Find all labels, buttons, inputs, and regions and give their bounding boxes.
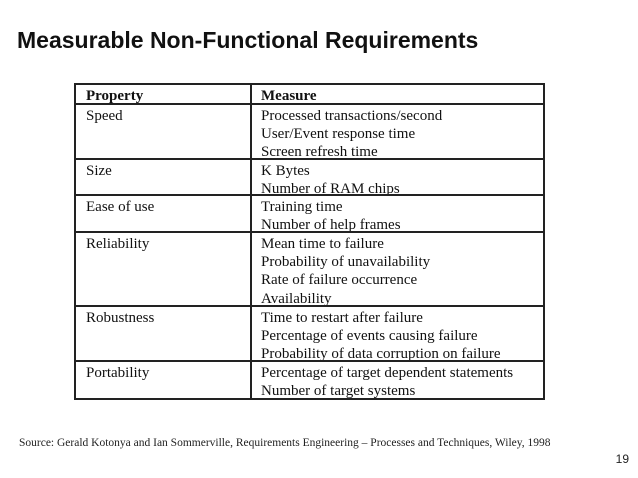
- measure-line: Mean time to failure: [261, 236, 384, 252]
- header-property: Property: [86, 88, 144, 104]
- property-cell: Reliability: [86, 236, 150, 252]
- property-cell: Portability: [86, 365, 150, 381]
- page-number: 19: [615, 452, 629, 466]
- measure-line: Processed transactions/second: [261, 108, 443, 124]
- measure-line: Probability of data corruption on failure: [261, 346, 501, 363]
- table-row: [74, 158, 545, 198]
- measure-cell: [261, 309, 501, 364]
- measure-line: K Bytes: [261, 163, 310, 179]
- measure-line: Number of RAM chips: [261, 181, 400, 198]
- measure-line: Screen refresh time: [261, 144, 378, 161]
- source-citation: Source: Gerald Kotonya and Ian Sommerville, Requirements Engineering – Processes and Techniques, Wiley, 1998: [19, 437, 551, 449]
- property-cell: Size: [86, 163, 112, 179]
- measure-line: User/Event response time: [261, 126, 416, 143]
- measure-line: Number of target systems: [261, 383, 416, 400]
- table-header-row: [74, 83, 545, 103]
- measure-line: Number of help frames: [261, 217, 401, 234]
- measure-line: Percentage of target dependent statements: [261, 365, 514, 381]
- table-row: [74, 231, 545, 305]
- table-row: [74, 194, 545, 234]
- measure-line: Time to restart after failure: [261, 310, 423, 326]
- header-measure: Measure: [261, 88, 317, 104]
- measure-cell: [261, 162, 400, 198]
- table-row: [74, 360, 545, 400]
- measure-cell: [261, 198, 401, 234]
- measure-cell: [261, 364, 513, 400]
- property-cell: Robustness: [86, 310, 155, 326]
- measure-line: Percentage of events causing failure: [261, 328, 478, 345]
- measure-line: Probability of unavailability: [261, 254, 431, 271]
- measure-line: Training time: [261, 199, 343, 215]
- property-cell: Speed: [86, 108, 123, 124]
- requirements-table: [74, 83, 545, 400]
- measure-line: Rate of failure occurrence: [261, 272, 418, 289]
- table-row: [74, 305, 545, 363]
- table-row: [74, 103, 545, 161]
- slide-title: Measurable Non-Functional Requirements: [17, 27, 479, 53]
- measure-cell: [261, 235, 430, 308]
- property-cell: Ease of use: [86, 199, 155, 215]
- measure-cell: [261, 107, 442, 162]
- measure-line: Availability: [261, 290, 332, 307]
